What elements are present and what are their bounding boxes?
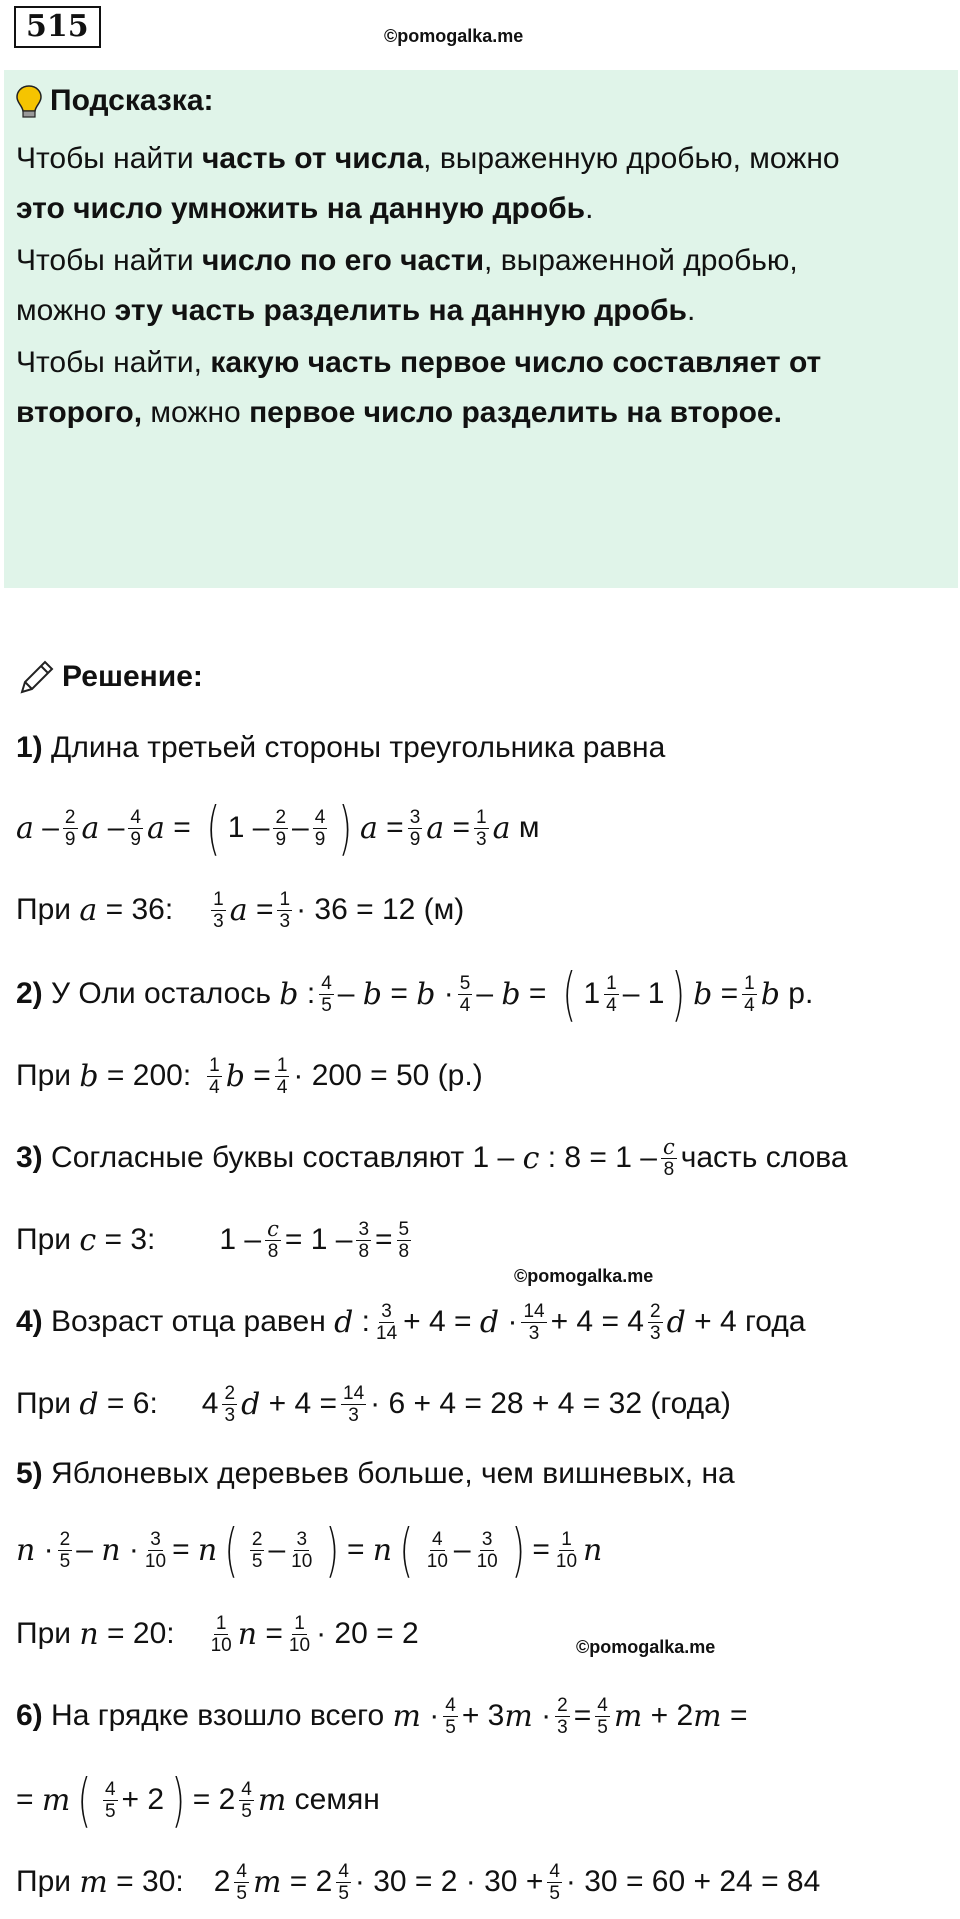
- item-5-formula: n · 2 5 – n · 3 10 = n ( 2 5 – 3 10 ) = n ( 4 10 – 3 10 ) = 1 10 n: [16, 1516, 603, 1584]
- hint-p2b: можно эту часть разделить на данную дробь.: [16, 294, 696, 327]
- item-3-when: При c = 3: 1 – c 8 = 1 – 3 8 = 5 8: [16, 1216, 410, 1262]
- hint-p1: Чтобы найти часть от числа, выраженную дробью, можно: [16, 142, 840, 175]
- item-3-formula: 3) Согласные буквы составляют 1 – c : 8 = 1 – c 8 часть слова: [16, 1134, 848, 1180]
- item-1-when: При a = 36: 1 3 a = 1 3 · 36 = 12 (м): [16, 888, 465, 932]
- item-4-when: При d = 6: 4 2 3 d + 4 = 14 3 · 6 + 4 = 28 + 4 = 32 (года): [16, 1382, 731, 1426]
- hint-p3b: второго, можно первое число разделить на второе.: [16, 396, 782, 429]
- item-2-formula: 2) У Оли осталось b : 4 5 – b = b · 5 4 – b = ( 1 1 4 – 1 ) b = 1 4 b р.: [16, 960, 814, 1028]
- item-5-when: При n = 20: 1 10 n = 1 10 · 20 = 2: [16, 1612, 419, 1656]
- item-6-formula-cont: = m ( 4 5 + 2 ) = 2 4 5 m семян: [16, 1766, 380, 1834]
- hint-p3: Чтобы найти, какую часть первое число составляет от: [16, 346, 822, 379]
- item-6-when: При m = 30: 2 4 5 m = 2 4 5 · 30 = 2 · 30 + 4 5 · 30 = 60 + 24 = 84: [16, 1860, 821, 1904]
- hint-p1b: это число умножить на данную дробь.: [16, 192, 594, 225]
- watermark-middle: ©pomogalka.me: [514, 1266, 654, 1286]
- pencil-icon: [16, 658, 56, 698]
- item-2-when: При b = 200: 1 4 b = 1 4 · 200 = 50 (р.): [16, 1054, 483, 1098]
- hint-p2: Чтобы найти число по его части, выраженной дробью,: [16, 244, 798, 277]
- item-1-text: 1) Длина третьей стороны треугольника равна: [16, 731, 666, 764]
- item-1-formula: a – 2 9 a – 4 9 a = ( 1 – 2 9 – 4 9 ) a = 3 9 a = 1 3 a м: [16, 794, 540, 862]
- lightbulb-icon: [16, 84, 42, 120]
- item-5-text: 5) Яблоневых деревьев больше, чем вишневых, на: [16, 1457, 735, 1490]
- watermark-top: ©pomogalka.me: [384, 26, 524, 46]
- item-4-formula: 4) Возраст отца равен d : 3 14 + 4 = d · 14 3 + 4 = 4 2 3 d + 4 года: [16, 1300, 806, 1344]
- item-6-formula: 6) На грядке взошло всего m · 4 5 + 3 m · 2 3 = 4 5 m + 2 m =: [16, 1694, 748, 1738]
- problem-number: 515: [14, 6, 101, 48]
- watermark-bottom: ©pomogalka.me: [576, 1637, 716, 1657]
- hint-title: Подсказка:: [16, 76, 214, 126]
- hint-box: [4, 70, 958, 588]
- solution-heading: Решение:: [16, 658, 203, 698]
